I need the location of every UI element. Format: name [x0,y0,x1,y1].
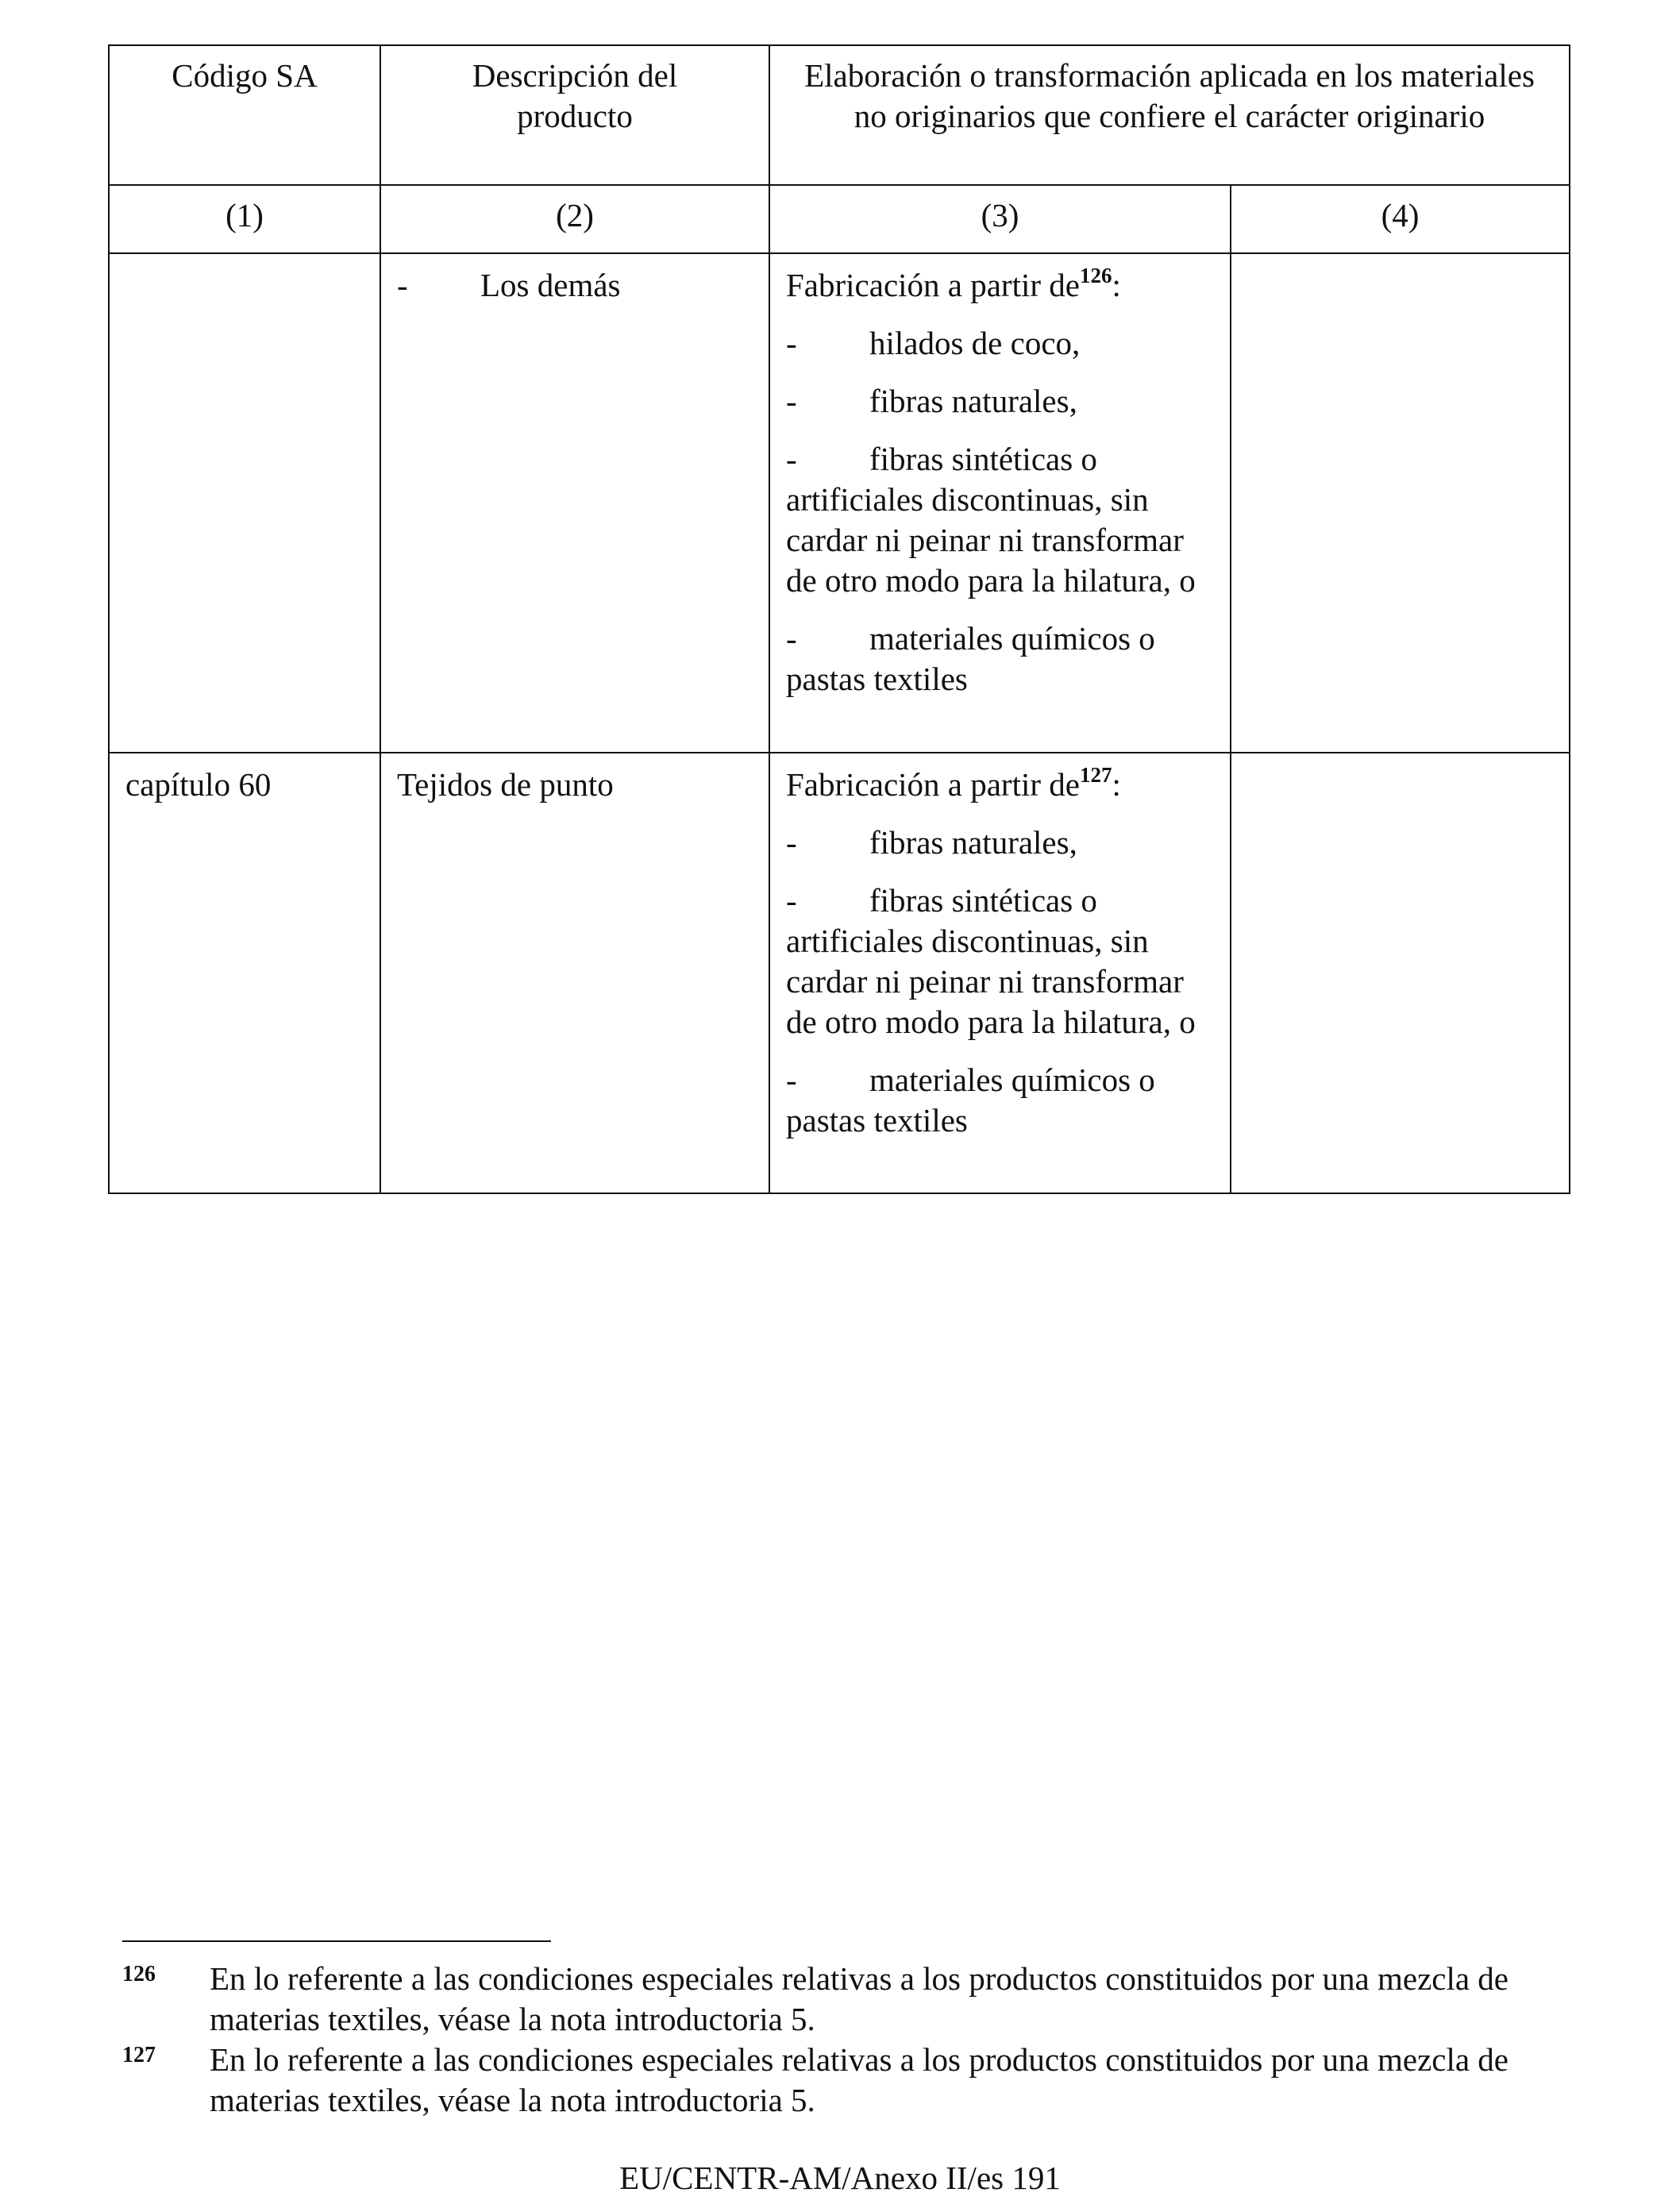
header-row [109,45,1570,185]
hs-code-cell: capítulo 60 [109,753,380,1193]
header-hs-code: Código SA [109,45,380,185]
dash: - [397,267,408,303]
column-number-row [109,185,1570,253]
description-text: Los demás [480,267,621,303]
column-number: (4) [1231,185,1570,253]
column-4-cell [1231,753,1570,1193]
column-number: (3) [769,185,1231,253]
footnote-mark: 127 [122,2043,156,2067]
header-product-description: Descripción del producto [380,45,769,185]
column-4-cell [1231,253,1570,753]
rules-of-origin-table [108,44,1569,1194]
list-item: - materiales químicos o pastas textiles [786,620,1155,697]
description-cell: Tejidos de punto [380,753,769,1193]
table-row [109,753,1570,1193]
processing-lead: Fabricación a partir $de^{127}$: [786,763,1121,803]
footnote-separator [122,1940,551,1942]
footnote-mark: 126 [122,1962,156,1986]
list-item: - materiales químicos o pastas textiles [786,1062,1155,1139]
processing-cell [769,753,1231,1193]
table [108,44,1570,1194]
list-item: - hilados de coco, [786,325,1081,361]
list-item: - fibras sintéticas o artificiales discontinuas, sin cardar ni peinar ni transformar de otro modo para la hilatura, o [786,441,1196,599]
page-reference: EU/CENTR-AM/Anexo II/es 191 [619,2160,1061,2196]
processing-cell [769,253,1231,753]
footnote-text: En lo referente a las condiciones especiales relativas a los productos constituidos por una mezcla de materias textiles, véase la nota introductoria 5. [210,2041,1509,2118]
footnote-ref: 127 [1079,763,1112,787]
footnote-ref: 126 [1079,264,1112,287]
footnote-text: En lo referente a las condiciones especiales relativas a los productos constituidos por una mezcla de materias textiles, véase la nota introductoria 5. [210,1960,1509,2037]
header-working-processing: Elaboración o transformación aplicada en los materiales no originarios que confiere el carácter originario [769,45,1570,185]
column-number: (2) [380,185,769,253]
table-row [109,253,1570,753]
list-item: - fibras sintéticas o artificiales discontinuas, sin cardar ni peinar ni transformar de otro modo para la hilatura, o [786,882,1196,1040]
list-item: - fibras naturales, [786,824,1077,861]
processing-lead: Fabricación a partir $de^{126}$: [786,264,1121,303]
hs-code-cell [109,253,380,753]
description-cell [380,253,769,753]
list-item: - fibras naturales, [786,383,1077,419]
column-number: (1) [109,185,380,253]
